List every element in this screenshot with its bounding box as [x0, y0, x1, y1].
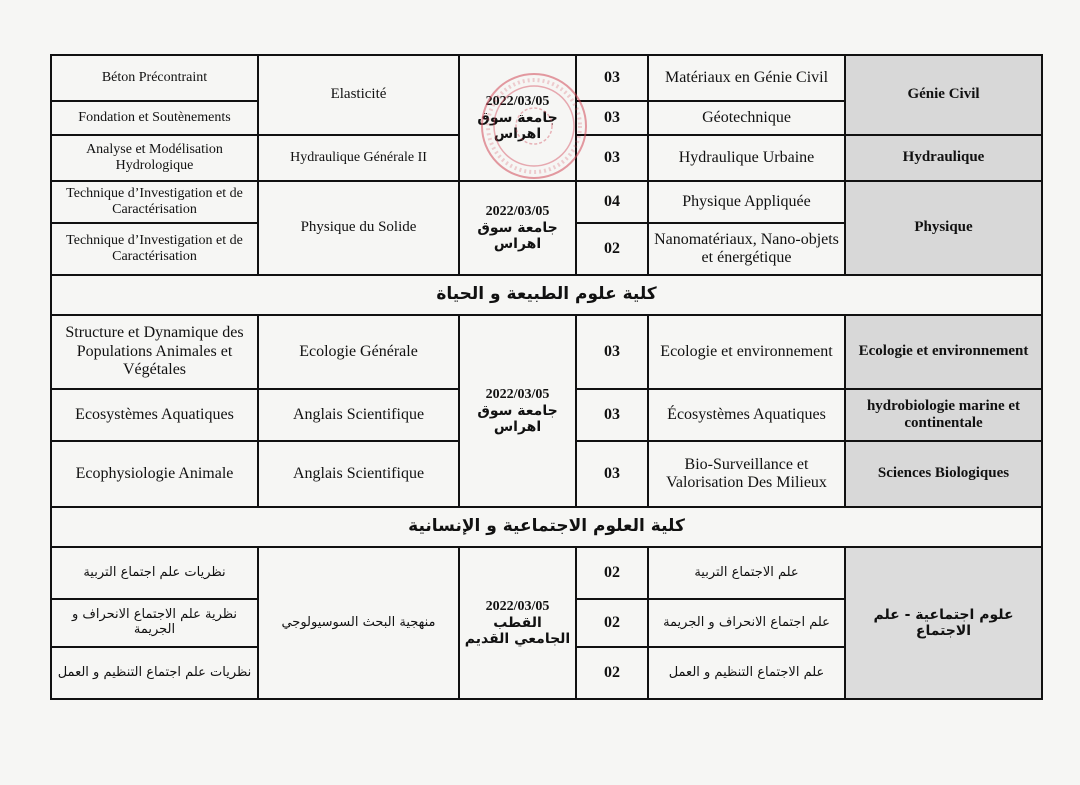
module-cell: Béton Précontraint — [51, 55, 258, 101]
field-cell: Sciences Biologiques — [845, 441, 1042, 507]
subject-cell: Anglais Scientifique — [258, 441, 459, 507]
faculty-heading: كلية العلوم الاجتماعية و الإنسانية — [51, 507, 1042, 547]
exam-place: جامعة سوق اهراس — [477, 402, 558, 436]
speciality-cell: علم الاجتماع التربية — [648, 547, 845, 599]
exam-date: 2022/03/05 — [485, 203, 550, 219]
faculty-row — [51, 275, 1042, 315]
table-row — [51, 181, 1042, 223]
field-cell: علوم اجتماعية - علم الاجتماع — [845, 547, 1042, 699]
module-cell: نظرية علم الاجتماع الانحراف و الجريمة — [51, 599, 258, 647]
module-cell: Ecophysiologie Animale — [51, 441, 258, 507]
field-cell: Physique — [845, 181, 1042, 275]
coefficient-cell: 02 — [576, 599, 648, 647]
coefficient-cell: 03 — [576, 55, 648, 101]
coefficient-cell: 03 — [576, 101, 648, 135]
module-cell: Structure et Dynamique des Populations Animales et Végétales — [51, 315, 258, 389]
subject-cell: Anglais Scientifique — [258, 389, 459, 441]
speciality-cell: Écosystèmes Aquatiques — [648, 389, 845, 441]
coefficient-cell: 02 — [576, 647, 648, 699]
field-cell: hydrobiologie marine et continentale — [845, 389, 1042, 441]
speciality-cell: Ecologie et environnement — [648, 315, 845, 389]
speciality-cell: علم اجتماع الانحراف و الجريمة — [648, 599, 845, 647]
module-cell: Ecosystèmes Aquatiques — [51, 389, 258, 441]
table-row — [51, 547, 1042, 599]
module-cell: نظريات علم اجتماع التنظيم و العمل — [51, 647, 258, 699]
subject-cell: Elasticité — [258, 55, 459, 135]
subject-cell: Physique du Solide — [258, 181, 459, 275]
speciality-cell: Nanomatériaux, Nano-objets et énergétique — [648, 223, 845, 275]
coefficient-cell: 03 — [576, 389, 648, 441]
date-place-cell — [459, 315, 576, 507]
module-cell: نظريات علم اجتماع التربية — [51, 547, 258, 599]
module-cell: Technique d’Investigation et de Caractérisation — [51, 223, 258, 275]
coefficient-cell: 03 — [576, 315, 648, 389]
speciality-cell: Bio-Surveillance et Valorisation Des Milieux — [648, 441, 845, 507]
date-place-cell — [459, 547, 576, 699]
speciality-cell: Matériaux en Génie Civil — [648, 55, 845, 101]
exam-place: القطب الجامعي القديم — [464, 614, 571, 648]
table-row — [51, 315, 1042, 389]
table-row — [51, 55, 1042, 101]
date-place-cell — [459, 55, 576, 181]
exam-date: 2022/03/05 — [485, 93, 550, 109]
coefficient-cell: 04 — [576, 181, 648, 223]
field-cell: Hydraulique — [845, 135, 1042, 181]
subject-cell: Ecologie Générale — [258, 315, 459, 389]
exam-date: 2022/03/05 — [485, 598, 550, 614]
exam-place: جامعة سوق اهراس — [477, 109, 558, 143]
speciality-cell: Physique Appliquée — [648, 181, 845, 223]
date-place-cell — [459, 181, 576, 275]
coefficient-cell: 03 — [576, 135, 648, 181]
module-cell: Fondation et Soutènements — [51, 101, 258, 135]
module-cell: Analyse et Modélisation Hydrologique — [51, 135, 258, 181]
speciality-cell: Hydraulique Urbaine — [648, 135, 845, 181]
field-cell: Génie Civil — [845, 55, 1042, 135]
coefficient-cell: 03 — [576, 441, 648, 507]
field-cell: Ecologie et environnement — [845, 315, 1042, 389]
subject-cell: منهجية البحث السوسيولوجي — [258, 547, 459, 699]
subject-cell: Hydraulique Générale II — [258, 135, 459, 181]
speciality-cell: علم الاجتماع التنظيم و العمل — [648, 647, 845, 699]
coefficient-cell: 02 — [576, 547, 648, 599]
faculty-heading: كلية علوم الطبيعة و الحياة — [51, 275, 1042, 315]
exam-place: جامعة سوق اهراس — [477, 219, 558, 253]
faculty-row — [51, 507, 1042, 547]
exam-schedule-table — [50, 54, 1043, 700]
exam-date: 2022/03/05 — [485, 386, 550, 402]
coefficient-cell: 02 — [576, 223, 648, 275]
module-cell: Technique d’Investigation et de Caractérisation — [51, 181, 258, 223]
speciality-cell: Géotechnique — [648, 101, 845, 135]
